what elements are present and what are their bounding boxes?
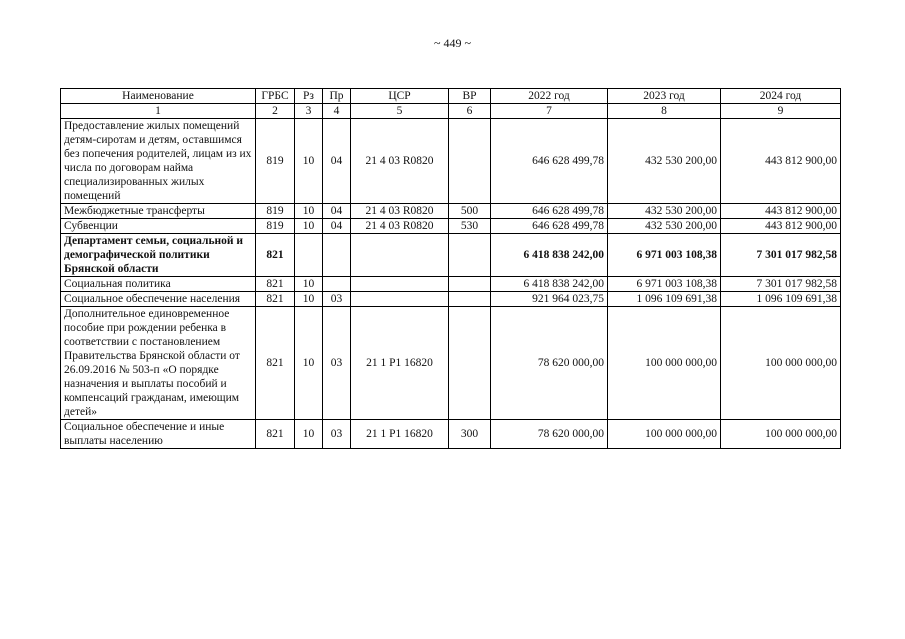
column-number: 7	[491, 104, 608, 119]
cell-grbs: 819	[256, 219, 295, 234]
header-row	[61, 89, 841, 104]
column-number: 5	[351, 104, 449, 119]
cell-2022: 646 628 499,78	[491, 219, 608, 234]
column-number: 3	[295, 104, 323, 119]
cell-pr: 03	[323, 307, 351, 420]
cell-rz: 10	[295, 219, 323, 234]
cell-2024: 443 812 900,00	[721, 219, 841, 234]
table-row	[61, 119, 841, 204]
cell-pr: 03	[323, 292, 351, 307]
cell-name: Департамент семьи, социальной и демографической политики Брянской области	[61, 234, 256, 277]
cell-vr: 500	[449, 204, 491, 219]
cell-2024: 1 096 109 691,38	[721, 292, 841, 307]
header-2023: 2023 год	[608, 89, 721, 104]
cell-2024: 443 812 900,00	[721, 204, 841, 219]
table-row	[61, 204, 841, 219]
cell-csr: 21 4 03 R0820	[351, 204, 449, 219]
cell-2024: 443 812 900,00	[721, 119, 841, 204]
table-row	[61, 219, 841, 234]
cell-grbs: 821	[256, 277, 295, 292]
cell-name: Предоставление жилых помещений детям-сиротам и детям, оставшимся без попечения родителей, лицам из их числа по договорам найма специализированных жилых помещений	[61, 119, 256, 204]
cell-2022: 646 628 499,78	[491, 204, 608, 219]
header-pr: Пр	[323, 89, 351, 104]
cell-name: Дополнительное единовременное пособие при рождении ребенка в соответствии с постановлением Правительства Брянской области от 26.09.2016 № 503-п «О порядке назначения и выплаты пособий и компенсаций гражданам, имеющим детей»	[61, 307, 256, 420]
cell-pr: 04	[323, 204, 351, 219]
cell-grbs: 821	[256, 420, 295, 449]
cell-rz: 10	[295, 204, 323, 219]
cell-csr: 21 4 03 R0820	[351, 119, 449, 204]
budget-table	[60, 88, 841, 449]
cell-vr	[449, 292, 491, 307]
cell-2024: 7 301 017 982,58	[721, 277, 841, 292]
cell-vr: 530	[449, 219, 491, 234]
cell-2024: 100 000 000,00	[721, 307, 841, 420]
cell-2023: 432 530 200,00	[608, 204, 721, 219]
cell-2022: 78 620 000,00	[491, 420, 608, 449]
cell-2022: 921 964 023,75	[491, 292, 608, 307]
table-row	[61, 307, 841, 420]
cell-name: Социальное обеспечение населения	[61, 292, 256, 307]
cell-2023: 6 971 003 108,38	[608, 234, 721, 277]
cell-rz: 10	[295, 420, 323, 449]
cell-vr	[449, 119, 491, 204]
page-number: ~ 449 ~	[434, 36, 471, 50]
cell-vr	[449, 277, 491, 292]
cell-grbs: 821	[256, 234, 295, 277]
cell-2023: 100 000 000,00	[608, 420, 721, 449]
cell-pr	[323, 277, 351, 292]
table-row	[61, 292, 841, 307]
cell-name: Социальная политика	[61, 277, 256, 292]
cell-rz: 10	[295, 307, 323, 420]
cell-grbs: 821	[256, 307, 295, 420]
cell-csr	[351, 277, 449, 292]
header-name: Наименование	[61, 89, 256, 104]
cell-2023: 1 096 109 691,38	[608, 292, 721, 307]
cell-grbs: 819	[256, 119, 295, 204]
column-number: 1	[61, 104, 256, 119]
cell-2023: 6 971 003 108,38	[608, 277, 721, 292]
cell-2023: 432 530 200,00	[608, 119, 721, 204]
cell-pr	[323, 234, 351, 277]
table-row-department	[61, 234, 841, 277]
column-number: 6	[449, 104, 491, 119]
cell-csr: 21 4 03 R0820	[351, 219, 449, 234]
cell-csr: 21 1 P1 16820	[351, 307, 449, 420]
cell-csr: 21 1 P1 16820	[351, 420, 449, 449]
cell-2024: 7 301 017 982,58	[721, 234, 841, 277]
cell-2024: 100 000 000,00	[721, 420, 841, 449]
cell-pr: 04	[323, 219, 351, 234]
cell-grbs: 821	[256, 292, 295, 307]
cell-pr: 04	[323, 119, 351, 204]
cell-vr	[449, 234, 491, 277]
cell-pr: 03	[323, 420, 351, 449]
cell-2022: 646 628 499,78	[491, 119, 608, 204]
cell-2022: 6 418 838 242,00	[491, 234, 608, 277]
table-row	[61, 277, 841, 292]
cell-vr: 300	[449, 420, 491, 449]
column-number: 2	[256, 104, 295, 119]
header-2022: 2022 год	[491, 89, 608, 104]
table-row	[61, 420, 841, 449]
header-2024: 2024 год	[721, 89, 841, 104]
column-number: 9	[721, 104, 841, 119]
header-rz: Рз	[295, 89, 323, 104]
header-csr: ЦСР	[351, 89, 449, 104]
cell-2023: 432 530 200,00	[608, 219, 721, 234]
header-grbs: ГРБС	[256, 89, 295, 104]
cell-2022: 6 418 838 242,00	[491, 277, 608, 292]
cell-rz	[295, 234, 323, 277]
cell-csr	[351, 292, 449, 307]
cell-2023: 100 000 000,00	[608, 307, 721, 420]
cell-vr	[449, 307, 491, 420]
cell-name: Субвенции	[61, 219, 256, 234]
cell-2022: 78 620 000,00	[491, 307, 608, 420]
header-vr: ВР	[449, 89, 491, 104]
cell-name: Социальное обеспечение и иные выплаты населению	[61, 420, 256, 449]
column-number: 8	[608, 104, 721, 119]
cell-name: Межбюджетные трансферты	[61, 204, 256, 219]
cell-rz: 10	[295, 292, 323, 307]
column-number-row	[61, 104, 841, 119]
cell-rz: 10	[295, 277, 323, 292]
cell-csr	[351, 234, 449, 277]
cell-rz: 10	[295, 119, 323, 204]
column-number: 4	[323, 104, 351, 119]
cell-grbs: 819	[256, 204, 295, 219]
